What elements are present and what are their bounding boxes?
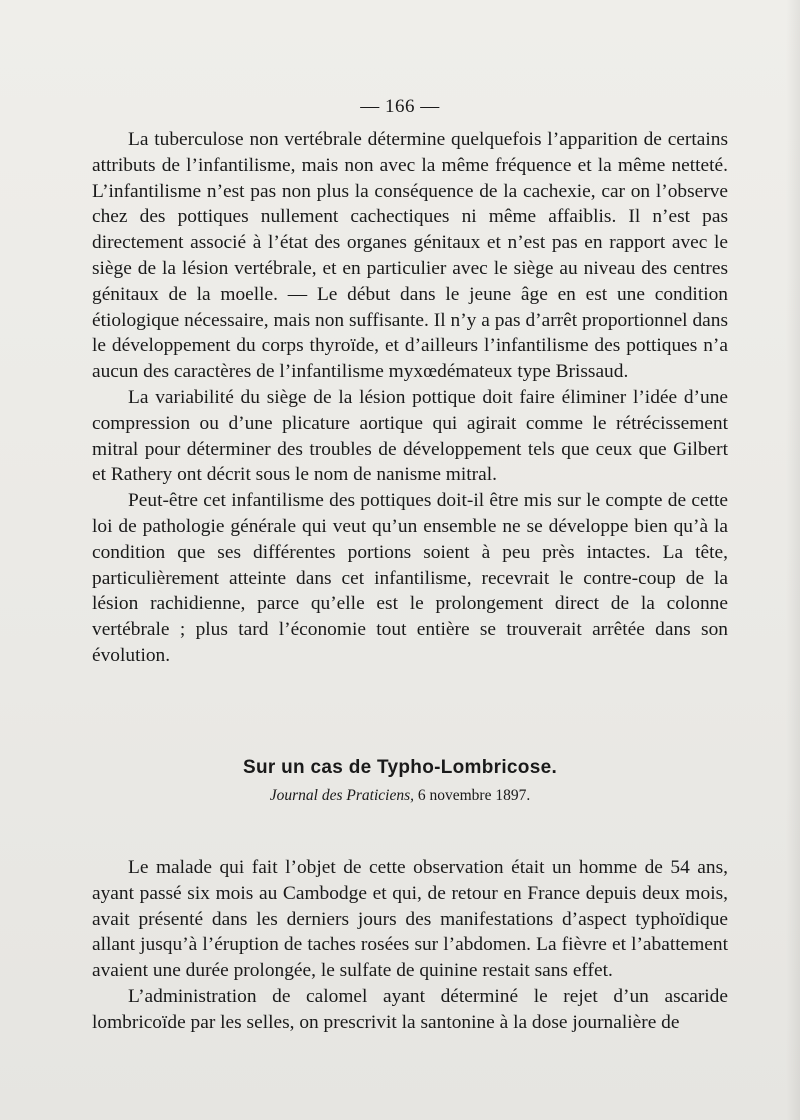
page-number: — 166 — bbox=[360, 96, 440, 117]
paragraph: Le malade qui fait l’objet de cette observation était un homme de 54 ans, ayant passé six mois au Cambodge et qui, de retour en France depuis deux mois, avait présenté dans les derniers jours des manifestations d’aspect typhoïdique allant jusqu’à l’éruption de taches rosées sur l’abdomen. La fièvre et l’abattement avaient une durée prolongée, le sulfate de quinine restait sans effet. bbox=[92, 857, 728, 982]
article-title: Sur un cas de Typho-Lombricose. bbox=[242, 757, 558, 778]
paragraph: Peut-être cet infantilisme des pottiques doit-il être mis sur le compte de cette loi de pathologie générale qui veut qu’un ensemble ne se développe bien qu’à la condition que ses différentes portions soient à peu près intactes. La tête, particulièrement atteinte dans cet infantilisme, recevrait le contre-coup de la lésion rachidienne, parce qu’elle est le prolongement direct de la colonne vertébrale ; plus tard l’économie tout entière se trouverait arrêtée dans son évolution. bbox=[92, 490, 728, 666]
source-date: 6 novembre 1897. bbox=[417, 787, 531, 804]
paragraph: L’administration de calomel ayant déterminé le rejet d’un ascaride lombricoïde par les selles, on prescrivit la santonine à la dose journalière de bbox=[92, 985, 728, 1033]
section-2-text bbox=[92, 855, 728, 1036]
article-source bbox=[0, 787, 800, 805]
source-journal: Journal des Praticiens, bbox=[269, 787, 414, 804]
section-1-text bbox=[92, 127, 728, 669]
paragraph: La tuberculose non vertébrale détermine quelquefois l’apparition de certains attributs de l’infantilisme, mais non avec la même fréquence et la même netteté. L’infantilisme n’est pas non plus la conséquence de la cachexie, car on l’observe chez des pottiques nullement cachectiques ni même affaiblis. Il n’est pas directement associé à l’état des organes génitaux et n’est pas en rapport avec le siège de la lésion vertébrale, et en particulier avec le siège au niveau des centres génitaux de la moelle. — Le début dans le jeune âge en est une condition étiologique nécessaire, mais non suffisante. Il n’y a pas d’arrêt proportionnel dans le développement du corps thyroïde, et d’ailleurs l’infantilisme des pottiques n’a aucun des caractères de l’infantilisme myxœdémateux type Brissaud. bbox=[92, 129, 728, 383]
page-edge-shadow bbox=[786, 0, 800, 1120]
paragraph: La variabilité du siège de la lésion pottique doit faire éliminer l’idée d’une compression ou d’une plicature aortique qui agirait comme le rétrécissement mitral pour déterminer des troubles de développement tels que ceux que Gilbert et Rathery ont décrit sous le nom de nanisme mitral. bbox=[92, 386, 728, 486]
